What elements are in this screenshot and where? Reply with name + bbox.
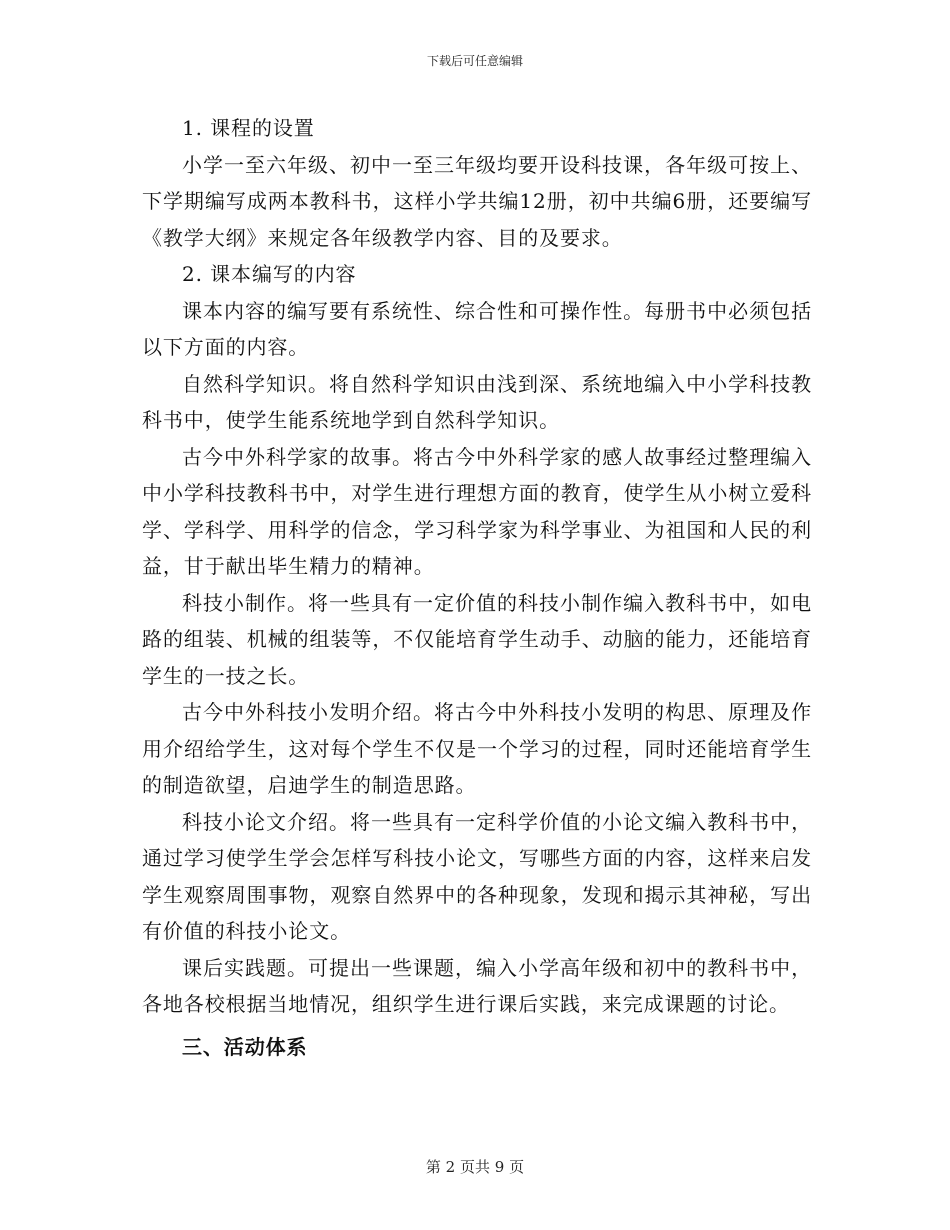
paragraph-practice-questions: 课后实践题。可提出一些课题，编入小学高年级和初中的教科书中，各地各校根据当地情况，组织学生进行课后实践，来完成课题的讨论。 bbox=[142, 955, 812, 1016]
heading-textbook-content: 2. 课本编写的内容 bbox=[182, 262, 357, 286]
paragraph-small-papers: 科技小论文介绍。将一些具有一定科学价值的小论文编入教科书中，通过学习使学生学会怎样写科技小论文，写哪些方面的内容，这样来启发学生观察周围事物，观察自然界中的各种现象，发现和揭示其神秘，写出有价值的科技小论文。 bbox=[142, 809, 812, 943]
paragraph-small-inventions: 古今中外科技小发明介绍。将古今中外科技小发明的构思、原理及作用介绍给学生，这对每个学生不仅是一个学习的过程，同时还能培育学生的制造欲望，启迪学生的制造思路。 bbox=[142, 700, 812, 797]
paragraph-course-setup: 小学一至六年级、初中一至三年级均要开设科技课，各年级可按上、下学期编写成两本教科书，这样小学共编12册，初中共编6册，还要编写《教学大纲》来规定各年级教学内容、目的及要求。 bbox=[142, 152, 812, 250]
section-heading-activity-system: 三、活动体系 bbox=[182, 1034, 308, 1059]
page-header: 下载后可任意编辑 bbox=[426, 54, 523, 68]
paragraph-textbook-intro: 课本内容的编写要有系统性、综合性和可操作性。每册书中必须包括以下方面的内容。 bbox=[142, 298, 812, 359]
paragraph-small-crafts: 科技小制作。将一些具有一定价值的科技小制作编入教科书中，如电路的组装、机械的组装等，不仅能培育学生动手、动脑的能力，还能培育学生的一技之长。 bbox=[142, 590, 812, 688]
heading-course-setup: 1. 课程的设置 bbox=[182, 116, 315, 140]
paragraph-scientist-stories: 古今中外科学家的故事。将古今中外科学家的感人故事经过整理编入中小学科技教科书中，对学生进行理想方面的教育，使学生从小树立爱科学、学科学、用科学的信念，学习科学家为科学事业、为祖国和人民的利益，甘于献出毕生精力的精神。 bbox=[142, 444, 812, 578]
document-body bbox=[142, 110, 812, 1065]
paragraph-natural-science: 自然科学知识。将自然科学知识由浅到深、系统地编入中小学科技教科书中，使学生能系统地学到自然科学知识。 bbox=[142, 371, 812, 432]
page-footer: 第 2 页共 9 页 bbox=[425, 1158, 525, 1176]
